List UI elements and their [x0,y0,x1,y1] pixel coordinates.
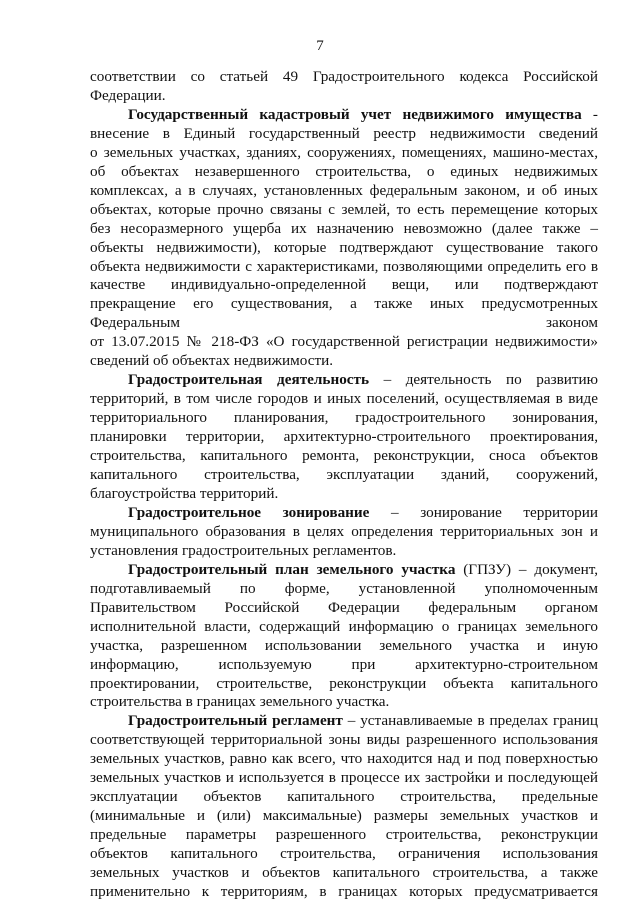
text-segment: – устанавливаемые в пределах границ [342,712,598,730]
text-line [90,182,598,201]
text-line [90,845,598,864]
text-line [90,276,598,295]
text-line [90,239,598,258]
text-segment: - [581,105,598,123]
text-segment: применительно к территориям, в границах которых предусматривается [90,882,598,900]
text-segment: Правительством Российской Федерации федеральным органом [90,598,598,616]
text-line [90,390,598,409]
text-line [90,618,598,637]
text-line [90,580,598,599]
text-line [90,656,598,675]
text-line [90,258,598,277]
text-line [90,144,598,163]
text-line [90,675,598,694]
text-segment: установления градостроительных регламентов. [90,541,397,559]
text-segment: строительства, капитального ремонта, реконструкции, сноса объектов [90,447,598,465]
text-line [90,769,598,788]
text-line [90,637,598,656]
text-segment: капитального строительства, эксплуатации зданий, сооружений, [90,466,598,484]
text-segment: объектах, которые прочно связаны с землей, то есть перемещение которых [90,200,598,218]
term-heading: Градостроительная деятельность [128,371,370,389]
text-segment: планировки территории, архитектурно-строительного проектирования, [90,428,598,446]
text-segment: проектировании, строительстве, реконструкции объекта капитального [90,674,598,692]
text-segment: объекты недвижимости), которые подтверждают существование такого [90,238,598,256]
text-segment: земельных участков и используется в процессе их застройки и последующей [90,769,598,787]
text-segment: комплексах, а в случаях, установленных федеральным законом, и об иных [90,181,598,199]
term-heading: Градостроительный план земельного участка [128,560,456,578]
text-segment: без несоразмерного ущерба их назначению невозможно (далее также – [90,219,598,237]
text-segment: Федеральным законом [90,314,598,332]
text-segment: соответствующей территориальной зоны виды разрешенного использования [90,731,598,749]
text-line [90,428,598,447]
text-line [90,542,598,561]
page-number: 7 [316,38,324,54]
text-line [90,826,598,845]
text-line [90,466,598,485]
text-line [90,561,598,580]
text-segment: строительства в границах земельного участка. [90,693,390,711]
text-line [90,807,598,826]
text-segment: от 13.07.2015 № 218-ФЗ «О государственной регистрации недвижимости» [90,333,598,351]
text-line [90,731,598,750]
text-line [90,68,598,87]
text-line [90,409,598,428]
text-line [90,504,598,523]
text-segment: качестве индивидуально-определенной вещи, или подтверждают [90,276,598,294]
term-heading: Государственный кадастровый учет недвижимого имущества [128,105,582,123]
term-heading: Градостроительный регламент [128,712,343,730]
text-line [90,447,598,466]
text-line [90,352,598,371]
text-segment: объекта недвижимости с характеристиками, позволяющими определить его в [90,257,598,275]
text-segment: эксплуатации объектов капитального строительства, предельные [90,788,598,806]
text-line [90,485,598,504]
text-line [90,220,598,239]
text-segment: муниципального образования в целях определения территориальных зон и [90,522,598,540]
text-segment: Федерации. [90,86,166,104]
text-line [90,125,598,144]
text-line [90,295,598,314]
text-segment: предельные параметры разрешенного строительства, реконструкции [90,826,598,844]
text-segment: земельных участков и объектов капитального строительства, а также [90,864,598,882]
text-segment: (ГПЗУ) – документ, [455,560,598,578]
text-segment: участка, разрешенном использовании земельного участка и иную [90,636,598,654]
text-segment: сведений об объектах недвижимости. [90,352,333,370]
text-line [90,106,598,125]
text-line [90,314,598,333]
text-line [90,371,598,390]
text-segment: о земельных участках, зданиях, сооружениях, помещениях, машино-местах, [90,143,598,161]
text-segment: подготавливаемый по форме, установленной уполномоченным [90,579,598,597]
text-segment: об объектах незавершенного строительства, о единых недвижимых [90,162,598,180]
text-segment: информацию, используемую при архитектурно-строительном [90,655,598,673]
text-line [90,883,598,902]
text-line [90,333,598,352]
text-segment: территорий, в том числе городов и иных поселений, осуществляемая в виде [90,390,598,408]
text-line [90,788,598,807]
text-line [90,163,598,182]
text-segment: внесение в Единый государственный реестр недвижимости сведений [90,124,598,142]
text-line [90,712,598,731]
text-line [90,864,598,883]
text-line [90,693,598,712]
text-segment: соответствии со статьей 49 Градостроительного кодекса Российской [90,68,598,85]
text-segment: (минимальные и (или) максимальные) размеры земельных участков и [90,807,598,825]
term-heading: Градостроительное зонирование [128,503,370,521]
text-line [90,750,598,769]
text-segment: земельных участков, равно как всего, что находится над и под поверхностью [90,750,598,768]
text-line [90,599,598,618]
text-segment: – деятельность по развитию [369,371,598,389]
text-segment: благоустройства территорий. [90,484,279,502]
document-body-text [90,68,598,902]
text-segment: исполнительной власти, содержащий информацию о границах земельного [90,617,598,635]
text-line [90,87,598,106]
text-segment: прекращение его существования, а также иных предусмотренных [90,295,598,313]
text-segment: объектов капитального строительства, ограничения использования [90,845,598,863]
text-line [90,523,598,542]
text-segment: – зонирование территории [369,503,598,521]
text-segment: территориального планирования, градостроительного зонирования, [90,409,598,427]
text-line [90,201,598,220]
